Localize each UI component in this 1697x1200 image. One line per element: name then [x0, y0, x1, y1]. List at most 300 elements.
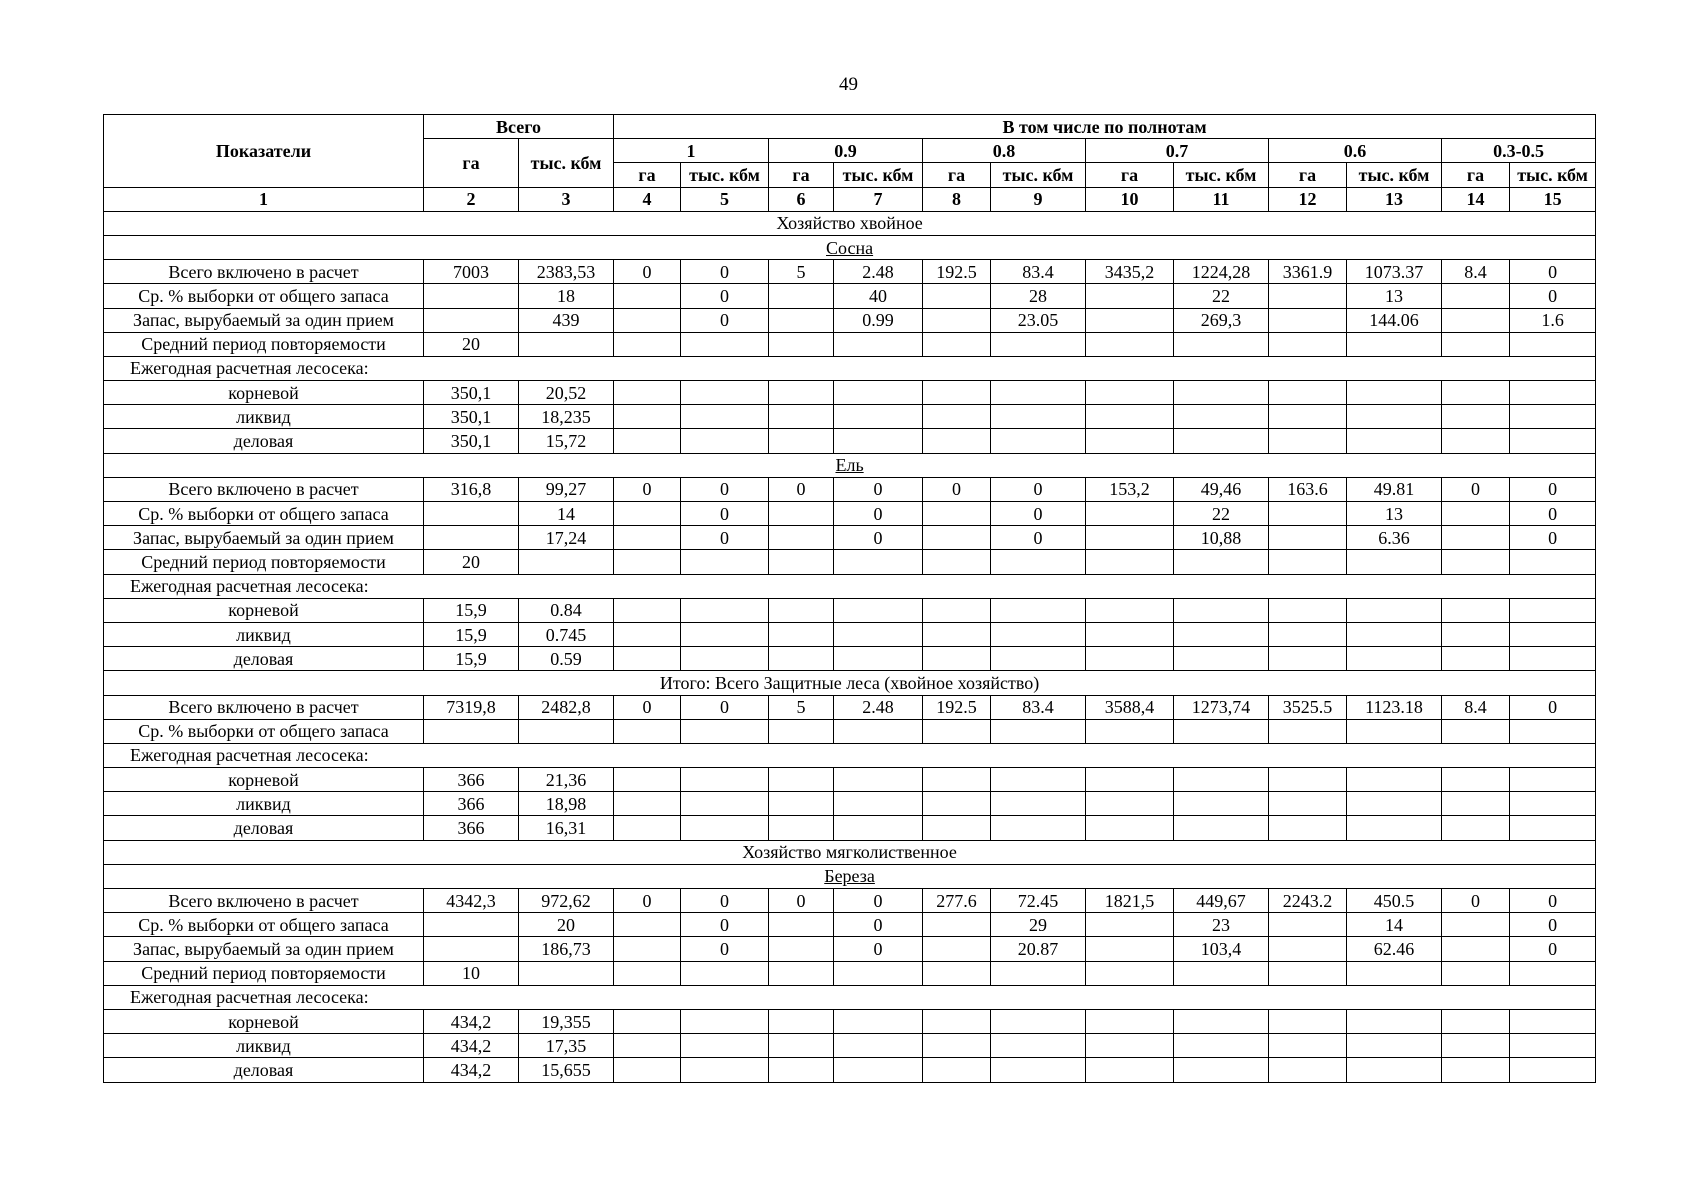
- table-cell: [1174, 429, 1269, 453]
- table-cell: 0: [834, 889, 923, 913]
- table-cell: [1347, 719, 1442, 743]
- table-cell: [614, 502, 681, 526]
- table-cell: 83.4: [991, 260, 1086, 284]
- table-cell: [834, 598, 923, 622]
- table-cell: [614, 1058, 681, 1082]
- table-cell: 0: [681, 308, 769, 332]
- table-cell: [1510, 1034, 1596, 1058]
- table-row: [104, 332, 1596, 356]
- table-cell: [1442, 647, 1510, 671]
- section-row: [104, 840, 1596, 864]
- table-cell: 2243.2: [1269, 889, 1347, 913]
- table-cell: 0: [614, 260, 681, 284]
- table-cell: [1174, 598, 1269, 622]
- table-cell: [769, 816, 834, 840]
- table-row: [104, 695, 1596, 719]
- table-cell: [1269, 332, 1347, 356]
- header-unit-ha: га: [1442, 163, 1510, 187]
- row-label: Запас, вырубаемый за один прием: [104, 937, 424, 961]
- header-unit-ha: га: [1086, 163, 1174, 187]
- table-cell: [1174, 1058, 1269, 1082]
- table-cell: [1510, 381, 1596, 405]
- table-cell: 16,31: [519, 816, 614, 840]
- table-cell: [769, 792, 834, 816]
- table-cell: [991, 1034, 1086, 1058]
- table-cell: 18,98: [519, 792, 614, 816]
- table-row: [104, 768, 1596, 792]
- table-cell: 23.05: [991, 308, 1086, 332]
- header-density-0-9: 0.9: [769, 139, 923, 163]
- table-cell: [991, 598, 1086, 622]
- species-row: [104, 864, 1596, 888]
- table-cell: 0: [1510, 477, 1596, 501]
- table-cell: [923, 961, 991, 985]
- species-title: Ель: [104, 453, 1596, 477]
- table-cell: [1510, 816, 1596, 840]
- table-cell: [681, 1058, 769, 1082]
- table-cell: [1510, 1009, 1596, 1033]
- table-cell: [1086, 598, 1174, 622]
- table-row: [104, 816, 1596, 840]
- table-cell: 0: [681, 937, 769, 961]
- table-cell: 15,655: [519, 1058, 614, 1082]
- table-cell: [519, 961, 614, 985]
- forest-calculation-table: [103, 114, 1596, 1083]
- table-cell: [1442, 526, 1510, 550]
- table-cell: [834, 381, 923, 405]
- column-number: 4: [614, 187, 681, 211]
- table-cell: [1510, 405, 1596, 429]
- table-cell: [923, 550, 991, 574]
- table-cell: [681, 332, 769, 356]
- species-title: Береза: [104, 864, 1596, 888]
- table-cell: 3588,4: [1086, 695, 1174, 719]
- table-cell: [834, 405, 923, 429]
- table-cell: 3435,2: [1086, 260, 1174, 284]
- table-cell: [769, 1009, 834, 1033]
- table-cell: 8.4: [1442, 260, 1510, 284]
- table-cell: [681, 1034, 769, 1058]
- table-cell: [1269, 405, 1347, 429]
- table-cell: [1269, 550, 1347, 574]
- subhead-label: Ежегодная расчетная лесосека:: [104, 574, 1596, 598]
- table-cell: [923, 1034, 991, 1058]
- table-cell: [1086, 913, 1174, 937]
- table-cell: 366: [424, 768, 519, 792]
- table-cell: 0.745: [519, 622, 614, 646]
- table-cell: 15,9: [424, 647, 519, 671]
- table-cell: 0: [1510, 913, 1596, 937]
- table-cell: 3525.5: [1269, 695, 1347, 719]
- table-cell: 103,4: [1174, 937, 1269, 961]
- table-cell: [1086, 550, 1174, 574]
- table-row: [104, 308, 1596, 332]
- row-label: Запас, вырубаемый за один прием: [104, 308, 424, 332]
- table-cell: [1086, 961, 1174, 985]
- table-cell: 0: [991, 526, 1086, 550]
- table-cell: [1442, 405, 1510, 429]
- table-cell: 40: [834, 284, 923, 308]
- table-cell: [991, 381, 1086, 405]
- table-cell: [923, 332, 991, 356]
- table-cell: 2383,53: [519, 260, 614, 284]
- table-cell: [769, 381, 834, 405]
- table-cell: [923, 816, 991, 840]
- table-cell: 20,52: [519, 381, 614, 405]
- header-unit-ha: га: [769, 163, 834, 187]
- table-cell: [681, 405, 769, 429]
- table-cell: [1086, 308, 1174, 332]
- table-cell: 0: [681, 260, 769, 284]
- table-cell: [991, 816, 1086, 840]
- table-cell: 0: [681, 477, 769, 501]
- table-cell: [769, 937, 834, 961]
- table-cell: 8.4: [1442, 695, 1510, 719]
- table-row: [104, 550, 1596, 574]
- header-unit-ha: га: [614, 163, 681, 187]
- row-label: ликвид: [104, 1034, 424, 1058]
- header-unit-ha: га: [1269, 163, 1347, 187]
- table-cell: [614, 719, 681, 743]
- table-cell: [1510, 768, 1596, 792]
- table-cell: [1086, 332, 1174, 356]
- table-cell: [1174, 792, 1269, 816]
- table-cell: [1442, 768, 1510, 792]
- table-cell: [1269, 381, 1347, 405]
- table-cell: [681, 792, 769, 816]
- table-row: [104, 526, 1596, 550]
- table-cell: [614, 381, 681, 405]
- table-cell: 18,235: [519, 405, 614, 429]
- table-cell: [1174, 961, 1269, 985]
- table-cell: 4342,3: [424, 889, 519, 913]
- table-cell: [769, 961, 834, 985]
- row-label: ликвид: [104, 405, 424, 429]
- table-cell: 144.06: [1347, 308, 1442, 332]
- table-cell: [1269, 598, 1347, 622]
- table-cell: [1269, 308, 1347, 332]
- table-cell: [1347, 647, 1442, 671]
- table-cell: [1347, 1009, 1442, 1033]
- table-cell: 186,73: [519, 937, 614, 961]
- table-cell: 29: [991, 913, 1086, 937]
- table-cell: [923, 937, 991, 961]
- table-cell: [1442, 332, 1510, 356]
- table-body: [104, 211, 1596, 1082]
- table-cell: 17,24: [519, 526, 614, 550]
- header-unit-volume: тыс. кбм: [1347, 163, 1442, 187]
- table-cell: 0: [991, 477, 1086, 501]
- table-cell: [769, 284, 834, 308]
- table-cell: [1347, 1034, 1442, 1058]
- table-cell: 163.6: [1269, 477, 1347, 501]
- subhead-label: Ежегодная расчетная лесосека:: [104, 985, 1596, 1009]
- column-number: 15: [1510, 187, 1596, 211]
- table-row: [104, 1058, 1596, 1082]
- table-cell: [1442, 1009, 1510, 1033]
- table-cell: [991, 550, 1086, 574]
- header-indicators: Показатели: [104, 115, 424, 188]
- header-unit-volume: тыс. кбм: [834, 163, 923, 187]
- table-row: [104, 1009, 1596, 1033]
- table-row: [104, 937, 1596, 961]
- table-cell: [1269, 768, 1347, 792]
- table-cell: [1086, 792, 1174, 816]
- table-cell: [1510, 622, 1596, 646]
- table-cell: [681, 429, 769, 453]
- table-cell: 1123.18: [1347, 695, 1442, 719]
- table-cell: [834, 792, 923, 816]
- table-cell: 72.45: [991, 889, 1086, 913]
- table-cell: [1269, 816, 1347, 840]
- table-row: [104, 260, 1596, 284]
- row-label: Средний период повторяемости: [104, 550, 424, 574]
- table-cell: [1442, 719, 1510, 743]
- table-cell: 0: [1510, 889, 1596, 913]
- column-number: 11: [1174, 187, 1269, 211]
- table-cell: 0: [834, 913, 923, 937]
- table-cell: 434,2: [424, 1009, 519, 1033]
- table-cell: [1269, 961, 1347, 985]
- row-label: Ср. % выборки от общего запаса: [104, 913, 424, 937]
- table-cell: [1086, 526, 1174, 550]
- table-cell: [614, 1009, 681, 1033]
- table-row: [104, 719, 1596, 743]
- table-cell: 0: [614, 477, 681, 501]
- table-cell: [614, 550, 681, 574]
- row-label: деловая: [104, 647, 424, 671]
- table-cell: 0: [834, 502, 923, 526]
- table-cell: 20: [424, 550, 519, 574]
- table-cell: [1347, 1058, 1442, 1082]
- table-cell: 0: [681, 526, 769, 550]
- table-cell: [519, 719, 614, 743]
- table-cell: [1086, 719, 1174, 743]
- table-cell: 18: [519, 284, 614, 308]
- table-cell: [1174, 816, 1269, 840]
- table-cell: [991, 768, 1086, 792]
- table-cell: [991, 961, 1086, 985]
- table-cell: [923, 1009, 991, 1033]
- table-cell: 439: [519, 308, 614, 332]
- species-title: Сосна: [104, 235, 1596, 259]
- row-label: деловая: [104, 816, 424, 840]
- table-cell: [1442, 816, 1510, 840]
- table-cell: 14: [1347, 913, 1442, 937]
- table-cell: 83.4: [991, 695, 1086, 719]
- table-cell: [1174, 405, 1269, 429]
- table-cell: [614, 308, 681, 332]
- table-cell: 316,8: [424, 477, 519, 501]
- table-cell: [769, 1058, 834, 1082]
- table-cell: 0: [991, 502, 1086, 526]
- table-cell: [923, 622, 991, 646]
- table-cell: 0.84: [519, 598, 614, 622]
- table-cell: [923, 284, 991, 308]
- table-cell: [1174, 768, 1269, 792]
- table-cell: [991, 792, 1086, 816]
- row-label: Средний период повторяемости: [104, 961, 424, 985]
- table-cell: [769, 308, 834, 332]
- table-cell: [614, 961, 681, 985]
- table-cell: [1442, 308, 1510, 332]
- header-density-1: 1: [614, 139, 769, 163]
- table-cell: [1174, 381, 1269, 405]
- table-cell: [769, 719, 834, 743]
- column-number: 7: [834, 187, 923, 211]
- table-cell: 0: [1510, 502, 1596, 526]
- table-cell: [614, 622, 681, 646]
- table-cell: 0: [1510, 260, 1596, 284]
- table-cell: [614, 526, 681, 550]
- table-cell: 2.48: [834, 695, 923, 719]
- table-cell: [1510, 961, 1596, 985]
- section-row: [104, 671, 1596, 695]
- table-cell: [1086, 502, 1174, 526]
- species-row: [104, 453, 1596, 477]
- table-cell: 0: [1442, 477, 1510, 501]
- table-cell: [1086, 381, 1174, 405]
- table-cell: [1510, 332, 1596, 356]
- table-cell: 192.5: [923, 695, 991, 719]
- table-row: [104, 913, 1596, 937]
- column-number: 2: [424, 187, 519, 211]
- table-cell: [991, 622, 1086, 646]
- table-cell: [1269, 1034, 1347, 1058]
- column-number: 13: [1347, 187, 1442, 211]
- table-cell: 1073.37: [1347, 260, 1442, 284]
- table-cell: [991, 1058, 1086, 1082]
- row-label: ликвид: [104, 622, 424, 646]
- table-cell: 20.87: [991, 937, 1086, 961]
- table-cell: 15,72: [519, 429, 614, 453]
- table-cell: [1269, 526, 1347, 550]
- table-cell: 0: [769, 889, 834, 913]
- table-cell: [614, 913, 681, 937]
- table-cell: [1269, 622, 1347, 646]
- table-cell: [1269, 429, 1347, 453]
- table-cell: [1347, 550, 1442, 574]
- table-cell: 3361.9: [1269, 260, 1347, 284]
- table-cell: [834, 816, 923, 840]
- table-cell: 0: [681, 502, 769, 526]
- subhead-row: [104, 574, 1596, 598]
- header-by-density: В том числе по полнотам: [614, 115, 1596, 139]
- table-cell: [769, 429, 834, 453]
- header-total-volume: тыс. кбм: [519, 139, 614, 187]
- column-number: 3: [519, 187, 614, 211]
- table-row: [104, 598, 1596, 622]
- column-number: 10: [1086, 187, 1174, 211]
- table-cell: 22: [1174, 284, 1269, 308]
- table-cell: [1086, 1034, 1174, 1058]
- header-unit-volume: тыс. кбм: [1174, 163, 1269, 187]
- table-cell: 269,3: [1174, 308, 1269, 332]
- table-cell: [834, 719, 923, 743]
- table-row: [104, 622, 1596, 646]
- table-cell: 449,67: [1174, 889, 1269, 913]
- table-cell: 350,1: [424, 429, 519, 453]
- table-cell: [1086, 1009, 1174, 1033]
- table-cell: [769, 622, 834, 646]
- table-cell: 1273,74: [1174, 695, 1269, 719]
- table-cell: [1442, 937, 1510, 961]
- column-number: 12: [1269, 187, 1347, 211]
- table-cell: [681, 816, 769, 840]
- table-cell: [1269, 1009, 1347, 1033]
- row-label: деловая: [104, 429, 424, 453]
- table-cell: [1086, 937, 1174, 961]
- table-cell: 366: [424, 792, 519, 816]
- table-cell: 10: [424, 961, 519, 985]
- table-cell: [1086, 816, 1174, 840]
- table-cell: [991, 719, 1086, 743]
- table-cell: 0.59: [519, 647, 614, 671]
- table-cell: [923, 429, 991, 453]
- table-cell: [614, 816, 681, 840]
- table-cell: [1174, 719, 1269, 743]
- table-cell: [1442, 550, 1510, 574]
- table-cell: [614, 1034, 681, 1058]
- table-cell: [1510, 1058, 1596, 1082]
- species-row: [104, 235, 1596, 259]
- table-cell: 99,27: [519, 477, 614, 501]
- row-label: ликвид: [104, 792, 424, 816]
- table-cell: [769, 768, 834, 792]
- table-cell: [769, 1034, 834, 1058]
- table-cell: [681, 647, 769, 671]
- table-cell: 277.6: [923, 889, 991, 913]
- table-cell: [614, 405, 681, 429]
- table-cell: [1442, 961, 1510, 985]
- table-cell: [1086, 1058, 1174, 1082]
- table-cell: [424, 913, 519, 937]
- table-cell: 0: [1510, 284, 1596, 308]
- page-number: 49: [839, 74, 858, 95]
- table-cell: 0: [614, 695, 681, 719]
- row-label: Всего включено в расчет: [104, 477, 424, 501]
- header-unit-volume: тыс. кбм: [681, 163, 769, 187]
- table-cell: [1086, 647, 1174, 671]
- row-label: Средний период повторяемости: [104, 332, 424, 356]
- table-cell: 1821,5: [1086, 889, 1174, 913]
- header-density-0-8: 0.8: [923, 139, 1086, 163]
- table-cell: [1174, 647, 1269, 671]
- row-label: Запас, вырубаемый за один прием: [104, 526, 424, 550]
- table-cell: 350,1: [424, 381, 519, 405]
- table-cell: [834, 550, 923, 574]
- row-label: деловая: [104, 1058, 424, 1082]
- table-cell: [834, 768, 923, 792]
- table-cell: 2.48: [834, 260, 923, 284]
- table-cell: [681, 1009, 769, 1033]
- table-cell: [614, 937, 681, 961]
- column-number: 6: [769, 187, 834, 211]
- table-cell: [1174, 622, 1269, 646]
- table-cell: [834, 1034, 923, 1058]
- table-cell: 0: [834, 526, 923, 550]
- table-header: [104, 115, 1596, 212]
- table-cell: [1442, 502, 1510, 526]
- table-cell: [923, 647, 991, 671]
- table-cell: 17,35: [519, 1034, 614, 1058]
- section-row: [104, 211, 1596, 235]
- table-cell: 0: [681, 284, 769, 308]
- section-title: Итого: Всего Защитные леса (хвойное хозяйство): [104, 671, 1596, 695]
- table-cell: 0: [834, 937, 923, 961]
- table-cell: 20: [424, 332, 519, 356]
- table-cell: [1442, 622, 1510, 646]
